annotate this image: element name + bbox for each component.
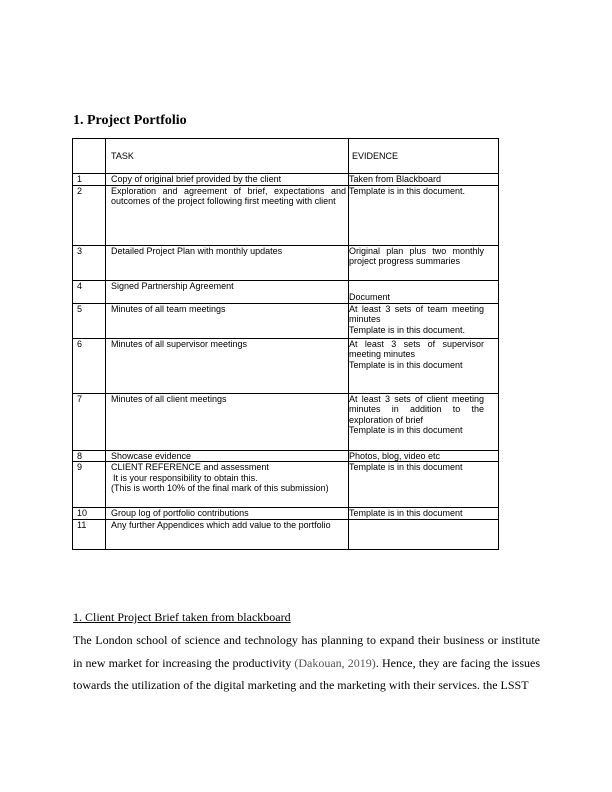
row-task: Minutes of all team meetings <box>106 303 349 338</box>
citation: (Dakouan, 2019) <box>294 655 376 670</box>
body-paragraph <box>73 629 540 697</box>
row-task: Exploration and agreement of brief, expectations and outcomes of the project following first meeting with client <box>106 185 349 245</box>
table-row <box>73 338 499 393</box>
row-number: 6 <box>73 338 106 393</box>
row-evidence <box>349 338 499 393</box>
row-evidence: Original plan plus two monthly project progress summaries <box>349 245 499 280</box>
row-number: 4 <box>73 280 106 303</box>
row-evidence-note: Template is in this document <box>349 425 463 435</box>
row-task-text: CLIENT REFERENCE and assessment <box>111 462 269 472</box>
table-header-row <box>73 139 499 174</box>
row-evidence-text: Document <box>349 292 391 302</box>
row-evidence-text: At least 3 sets of client meeting minutes in addition to the exploration of brief <box>349 393 484 425</box>
row-task: Any further Appendices which add value to the portfolio <box>106 519 349 549</box>
table-row <box>73 450 499 462</box>
paragraph-text: The London school of science and technology has planning to expand their business or institute in new market for increasing the productivity <box>73 633 540 670</box>
row-task: Minutes of all supervisor meetings <box>106 338 349 393</box>
table-row <box>73 393 499 450</box>
row-evidence <box>349 280 499 303</box>
row-task <box>106 462 349 508</box>
row-task: Showcase evidence <box>106 450 349 462</box>
row-task-note: It is your responsibility to obtain this. <box>113 472 258 483</box>
row-evidence: Template is in this document. <box>349 185 499 245</box>
row-task: Group log of portfolio contributions <box>106 508 349 520</box>
row-number: 10 <box>73 508 106 520</box>
row-evidence <box>349 303 499 338</box>
row-evidence-note: Template is in this document. <box>349 324 466 335</box>
table-row <box>73 303 499 338</box>
row-number: 7 <box>73 393 106 450</box>
row-evidence <box>349 519 499 549</box>
row-number: 5 <box>73 303 106 338</box>
header-num-cell <box>73 139 106 174</box>
table-row <box>73 185 499 245</box>
row-task: Signed Partnership Agreement <box>106 280 349 303</box>
table-row <box>73 174 499 186</box>
row-evidence <box>349 393 499 450</box>
row-evidence-text: At least 3 sets of supervisor meeting minutes <box>349 338 484 359</box>
header-evidence-cell: EVIDENCE <box>349 139 499 174</box>
row-number: 8 <box>73 450 106 462</box>
row-task: Minutes of all client meetings <box>106 393 349 450</box>
table-row <box>73 280 499 303</box>
row-evidence: Taken from Blackboard <box>349 174 499 186</box>
row-evidence: Template is in this document <box>349 508 499 520</box>
row-task: Detailed Project Plan with monthly updates <box>106 245 349 280</box>
header-task-cell: TASK <box>106 139 349 174</box>
table-row <box>73 519 499 549</box>
row-task-note: (This is worth 10% of the final mark of this submission) <box>111 483 329 493</box>
table-row <box>73 508 499 520</box>
row-evidence-note: Template is in this document <box>349 359 463 370</box>
section-title: 1. Client Project Brief taken from blackboard <box>73 610 291 624</box>
table-row <box>73 245 499 280</box>
row-evidence-text: At least 3 sets of team meeting minutes <box>349 303 484 324</box>
row-number: 9 <box>73 462 106 508</box>
portfolio-table <box>72 138 499 550</box>
section-heading: 1. Project Portfolio <box>73 113 187 128</box>
table-row <box>73 462 499 508</box>
row-task: Copy of original brief provided by the client <box>106 174 349 186</box>
row-evidence: Template is in this document <box>349 462 499 508</box>
row-evidence: Photos, blog, video etc <box>349 450 499 462</box>
row-number: 1 <box>73 174 106 186</box>
row-number: 11 <box>73 519 106 549</box>
row-number: 2 <box>73 185 106 245</box>
row-number: 3 <box>73 245 106 280</box>
paragraph-text-continued: . Hence, they are facing the issues towards the utilization of the digital marketing and the marketing with their services. the LSST <box>73 655 541 692</box>
